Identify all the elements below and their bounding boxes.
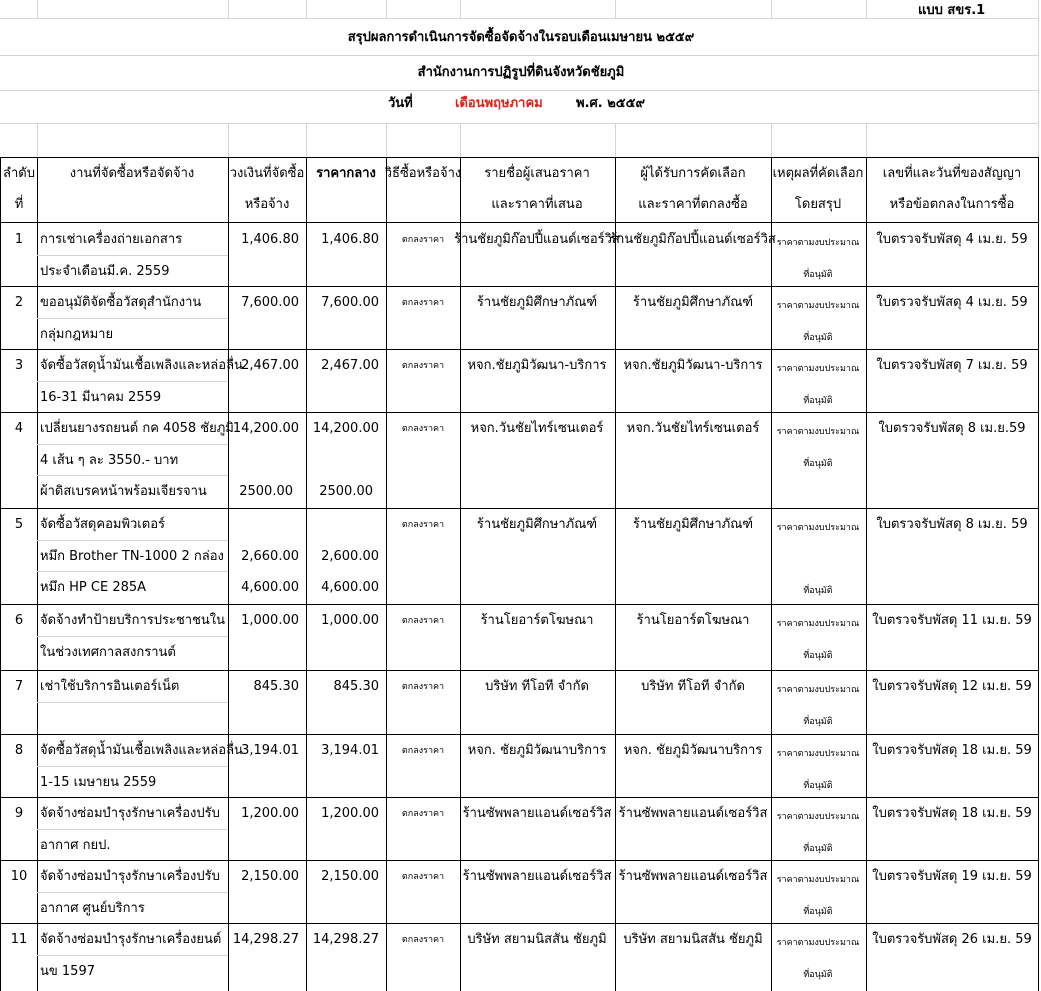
gridline-col-top-1 — [228, 0, 229, 18]
row-method: ตกลงราคา — [401, 424, 445, 434]
row-method: ตกลงราคา — [401, 235, 445, 245]
gridline-col-gap-0 — [37, 123, 38, 157]
row-item-line: จัดจ้างซ่อมบำรุงรักษาเครื่องปรับ — [40, 806, 220, 821]
row-bidder: หจก.วันชัยไทร์เซนเตอร์ — [470, 421, 604, 436]
row-budget: 2,660.00 — [241, 548, 299, 564]
row-budget-2: 2500.00 — [239, 484, 293, 499]
row-bidder: ร้านชัยภูมิศึกษาภัณฑ์ — [476, 517, 598, 532]
row-median: 3,194.01 — [321, 743, 379, 758]
header-budget-2: หรือจ้าง — [244, 197, 290, 212]
row-item-line: จัดจ้างซ่อมบำรุงรักษาเครื่องปรับ — [40, 869, 220, 884]
row-winner: บริษัท ทีโอที จำกัด — [641, 679, 745, 694]
row-no: 7 — [14, 679, 24, 694]
row-item-line: เช่าใช้บริการอินเตอร์เน็ต — [40, 679, 180, 694]
row-contract: ใบตรวจรับพัสดุ 8 เม.ย. 59 — [876, 517, 1028, 532]
row-method: ตกลงราคา — [401, 616, 445, 626]
row-item-line: หมึก HP CE 285A — [40, 580, 147, 595]
report-title: สรุปผลการดำเนินการจัดซื้อจัดจ้างในรอบเดือนเมษายน ๒๕๕๙ — [347, 30, 695, 45]
row-contract: ใบตรวจรับพัสดุ 4 เม.ย. 59 — [876, 295, 1028, 310]
row-item-line: นข 1597 — [40, 963, 95, 979]
row-item-line: เปลี่ยนยางรถยนต์ กค 4058 ชัยภูมิ — [40, 421, 234, 436]
row-item-line: อากาศ กยป. — [40, 837, 111, 853]
row-median-2: 2500.00 — [319, 484, 373, 499]
row-budget: 1,200.00 — [241, 806, 299, 821]
row-reason-2: ที่อนุมัติ — [803, 395, 833, 406]
header-reason: เหตุผลที่คัดเลือก — [772, 166, 864, 181]
row-bidder: ร้านซัพพลายแอนด์เซอร์วิส — [462, 869, 612, 884]
row-winner: หจก.ชัยภูมิวัฒนา-บริการ — [623, 358, 763, 373]
gridline-col-gap-6 — [771, 123, 772, 157]
gridline-col-gap-7 — [866, 123, 867, 157]
table-col-border-6 — [615, 157, 616, 991]
row-item-line: 16-31 มีนาคม 2559 — [40, 389, 162, 405]
row-reason: ราคาตามงบประมาณ — [776, 364, 860, 374]
date-year: พ.ศ. ๒๕๕๙ — [576, 96, 645, 111]
row-subline — [37, 702, 228, 703]
gridline-col-gap-2 — [306, 123, 307, 157]
row-winner: ร้านชัยภูมิก๊อปปี้แอนด์เซอร์วิส — [610, 232, 776, 247]
row-reason: ราคาตามงบประมาณ — [776, 685, 860, 695]
row-no: 4 — [14, 421, 24, 436]
header-no: ลำดับ — [3, 166, 35, 181]
row-winner: ร้านซัพพลายแอนด์เซอร์วิส — [618, 869, 768, 884]
row-subline — [37, 381, 228, 382]
row-winner: ร้านชัยภูมิศึกษาภัณฑ์ — [632, 295, 754, 310]
row-median: 845.30 — [333, 679, 379, 694]
row-winner: หจก.วันชัยไทร์เซนเตอร์ — [626, 421, 760, 436]
row-method: ตกลงราคา — [401, 872, 445, 882]
row-item-line: หมึก Brother TN-1000 2 กล่อง — [40, 548, 224, 564]
table-col-border-8 — [866, 157, 867, 991]
row-subline — [37, 255, 228, 256]
header-contract-2: หรือข้อตกลงในการซื้อ — [889, 197, 1015, 212]
header-contract: เลขที่และวันที่ของสัญญา — [882, 166, 1022, 181]
row-bidder: หจก.ชัยภูมิวัฒนา-บริการ — [467, 358, 607, 373]
row-winner: ร้านซัพพลายแอนด์เซอร์วิส — [618, 806, 768, 821]
row-bidder: บริษัท ทีโอที จำกัด — [485, 679, 589, 694]
row-item-line: จัดซื้อวัสดุคอมพิวเตอร์ — [40, 517, 165, 532]
row-method: ตกลงราคา — [401, 298, 445, 308]
row-no: 11 — [10, 932, 28, 947]
row-budget: 1,406.80 — [241, 232, 299, 247]
row-winner: ร้านชัยภูมิศึกษาภัณฑ์ — [632, 517, 754, 532]
gridline-col-top-6 — [771, 0, 772, 18]
row-winner: หจก. ชัยภูมิวัฒนาบริการ — [623, 743, 763, 758]
gridline-col-gap-4 — [460, 123, 461, 157]
row-item-line: ประจำเดือนมี.ค. 2559 — [40, 263, 170, 279]
table-col-border-2 — [228, 157, 229, 991]
row-border-5 — [0, 604, 1038, 605]
row-method: ตกลงราคา — [401, 809, 445, 819]
header-no-2: ที่ — [14, 197, 24, 212]
gridline-col-top-5 — [615, 0, 616, 18]
row-subline — [37, 636, 228, 637]
row-reason-2: ที่อนุมัติ — [803, 269, 833, 280]
row-median: 14,298.27 — [312, 932, 379, 947]
row-no: 6 — [14, 613, 24, 628]
row-reason-2: ที่อนุมัติ — [803, 458, 833, 469]
row-item-line: 1-15 เมษายน 2559 — [40, 774, 157, 790]
row-no: 5 — [14, 517, 24, 532]
row-contract: ใบตรวจรับพัสดุ 12 เม.ย. 59 — [872, 679, 1032, 694]
row-budget: 845.30 — [253, 679, 299, 694]
row-bidder: บริษัท สยามนิสสัน ชัยภูมิ — [467, 932, 607, 947]
row-subline — [37, 829, 228, 830]
row-no: 9 — [14, 806, 24, 821]
row-budget: 3,194.01 — [241, 743, 299, 758]
gridline-col-gap-1 — [228, 123, 229, 157]
row-budget: 2,467.00 — [241, 358, 299, 373]
row-reason: ราคาตามงบประมาณ — [776, 812, 860, 822]
row-item-line: จัดจ้างทำป้ายบริการประชาชนใน — [40, 613, 226, 628]
row-method: ตกลงราคา — [401, 935, 445, 945]
row-item-line: จัดจ้างซ่อมบำรุงรักษาเครื่องยนต์ — [40, 932, 222, 947]
row-border-2 — [0, 349, 1038, 350]
row-contract: ใบตรวจรับพัสดุ 11 เม.ย. 59 — [872, 613, 1032, 628]
row-subline — [37, 540, 228, 541]
table-header-bottom-border — [0, 222, 1038, 223]
row-reason-2: ที่อนุมัติ — [803, 650, 833, 661]
row-method: ตกลงราคา — [401, 520, 445, 530]
row-border-6 — [0, 670, 1038, 671]
date-label: วันที่ — [388, 96, 413, 111]
row-median: 1,406.80 — [321, 232, 379, 247]
row-budget: 7,600.00 — [241, 295, 299, 310]
row-no: 8 — [14, 743, 24, 758]
row-contract: ใบตรวจรับพัสดุ 19 เม.ย. 59 — [872, 869, 1032, 884]
row-border-7 — [0, 734, 1038, 735]
gridline-col-gap-3 — [386, 123, 387, 157]
table-col-border-0 — [0, 157, 1, 991]
table-col-border-9 — [1038, 157, 1039, 991]
row-median: 1,000.00 — [321, 613, 379, 628]
form-code: แบบ สขร.1 — [918, 3, 986, 18]
row-item-line: 4 เส้น ๆ ละ 3550.- บาท — [40, 452, 179, 468]
table-col-border-3 — [306, 157, 307, 991]
row-bidder: ร้านโยอาร์ตโฆษณา — [480, 613, 594, 628]
header-bidders-2: และราคาที่เสนอ — [491, 197, 583, 212]
row-winner: บริษัท สยามนิสสัน ชัยภูมิ — [623, 932, 763, 947]
table-col-border-1 — [37, 157, 38, 991]
gridline-top-0 — [0, 18, 1038, 19]
row-reason-2: ที่อนุมัติ — [803, 843, 833, 854]
row-contract: ใบตรวจรับพัสดุ 18 เม.ย. 59 — [872, 743, 1032, 758]
row-subline — [37, 766, 228, 767]
row-method: ตกลงราคา — [401, 746, 445, 756]
row-item-line: ในช่วงเทศกาลสงกรานต์ — [40, 644, 176, 660]
table-col-border-7 — [771, 157, 772, 991]
gridline-top-2 — [0, 90, 1038, 91]
date-month: เดือนพฤษภาคม — [455, 96, 543, 111]
row-reason: ราคาตามงบประมาณ — [776, 238, 860, 248]
header-bidders: รายชื่อผู้เสนอราคา — [484, 166, 590, 181]
gridline-right-top — [1038, 0, 1039, 157]
row-median: 2,467.00 — [321, 358, 379, 373]
row-item-line: กลุ่มกฎหมาย — [40, 326, 114, 342]
row-median: 7,600.00 — [321, 295, 379, 310]
gridline-col-top-0 — [37, 0, 38, 18]
row-reason: ราคาตามงบประมาณ — [776, 301, 860, 311]
row-reason-2: ที่อนุมัติ — [803, 906, 833, 917]
row-reason-2: ที่อนุมัติ — [803, 586, 833, 596]
table-col-border-5 — [460, 157, 461, 991]
row-item-line: จัดซื้อวัสดุน้ำมันเชื้อเพลิงและหล่อลื่น — [40, 358, 243, 373]
row-border-4 — [0, 508, 1038, 509]
row-median-2: 4,600.00 — [321, 580, 379, 595]
row-median: 2,600.00 — [321, 548, 379, 564]
row-winner: ร้านโยอาร์ตโฆษณา — [636, 613, 750, 628]
row-border-1 — [0, 286, 1038, 287]
gridline-col-gap-5 — [615, 123, 616, 157]
row-method: ตกลงราคา — [401, 682, 445, 692]
row-contract: ใบตรวจรับพัสดุ 7 เม.ย. 59 — [876, 358, 1028, 373]
row-reason: ราคาตามงบประมาณ — [776, 875, 860, 885]
row-reason-2: ที่อนุมัติ — [803, 332, 833, 343]
row-reason: ราคาตามงบประมาณ — [776, 749, 860, 759]
row-no: 2 — [14, 295, 24, 310]
row-median: 1,200.00 — [321, 806, 379, 821]
header-budget: วงเงินที่จัดซื้อ — [229, 166, 305, 181]
row-border-3 — [0, 412, 1038, 413]
row-budget-2: 4,600.00 — [241, 580, 299, 595]
gridline-top-1 — [0, 55, 1038, 56]
row-item-line: การเช่าเครื่องถ่ายเอกสาร — [40, 232, 183, 247]
row-bidder: ร้านชัยภูมิศึกษาภัณฑ์ — [476, 295, 598, 310]
row-contract: ใบตรวจรับพัสดุ 26 เม.ย. 59 — [872, 932, 1032, 947]
gridline-col-top-2 — [306, 0, 307, 18]
gridline-col-top-4 — [460, 0, 461, 18]
row-subline — [37, 444, 228, 445]
row-budget: 2,150.00 — [241, 869, 299, 884]
header-winner: ผู้ได้รับการคัดเลือก — [640, 166, 746, 181]
table-col-border-4 — [386, 157, 387, 991]
agency-name: สำนักงานการปฏิรูปที่ดินจังหวัดชัยภูมิ — [417, 65, 625, 80]
row-border-10 — [0, 923, 1038, 924]
header-item: งานที่จัดซื้อหรือจัดจ้าง — [69, 166, 195, 181]
row-reason-2: ที่อนุมัติ — [803, 969, 833, 980]
row-budget: 1,000.00 — [241, 613, 299, 628]
row-reason: ราคาตามงบประมาณ — [776, 523, 860, 533]
row-reason: ราคาตามงบประมาณ — [776, 427, 860, 437]
row-bidder: ร้านซัพพลายแอนด์เซอร์วิส — [462, 806, 612, 821]
gridline-col-top-7 — [866, 0, 867, 18]
row-item-line: จัดซื้อวัสดุน้ำมันเชื้อเพลิงและหล่อลื่น — [40, 743, 243, 758]
row-method: ตกลงราคา — [401, 361, 445, 371]
row-item-line: อากาศ ศูนย์บริการ — [40, 900, 145, 916]
gridline-top-3 — [0, 123, 1038, 124]
row-subline — [37, 892, 228, 893]
row-reason-2: ที่อนุมัติ — [803, 780, 833, 791]
row-subline — [37, 571, 228, 572]
row-budget: 14,298.27 — [232, 932, 299, 947]
row-median: 2,150.00 — [321, 869, 379, 884]
row-reason: ราคาตามงบประมาณ — [776, 938, 860, 948]
row-subline — [37, 955, 228, 956]
row-no: 1 — [14, 232, 24, 247]
row-reason: ราคาตามงบประมาณ — [776, 619, 860, 629]
row-border-8 — [0, 797, 1038, 798]
header-median: ราคากลาง — [316, 166, 376, 181]
row-subline — [37, 318, 228, 319]
table-top-border — [0, 157, 1038, 158]
row-contract: ใบตรวจรับพัสดุ 8 เม.ย.59 — [878, 421, 1026, 436]
row-bidder: ร้านชัยภูมิก๊อปปี้แอนด์เซอร์วิส — [454, 232, 620, 247]
row-contract: ใบตรวจรับพัสดุ 18 เม.ย. 59 — [872, 806, 1032, 821]
header-winner-2: และราคาที่ตกลงซื้อ — [638, 197, 748, 212]
row-no: 10 — [10, 869, 28, 884]
row-budget: 14,200.00 — [232, 421, 299, 436]
row-item-line: ขออนุมัติจัดซื้อวัสดุสำนักงาน — [40, 295, 202, 310]
row-contract: ใบตรวจรับพัสดุ 4 เม.ย. 59 — [876, 232, 1028, 247]
row-border-9 — [0, 860, 1038, 861]
row-median: 14,200.00 — [312, 421, 379, 436]
header-reason-2: โดยสรุป — [794, 197, 842, 212]
row-bidder: หจก. ชัยภูมิวัฒนาบริการ — [467, 743, 607, 758]
row-no: 3 — [14, 358, 24, 373]
row-item-line: ผ้าดิสเบรคหน้าพร้อมเจียรจาน — [40, 484, 207, 499]
row-reason-2: ที่อนุมัติ — [803, 716, 833, 727]
header-method: วิธีซื้อหรือจ้าง — [384, 166, 462, 181]
gridline-col-top-3 — [386, 0, 387, 18]
row-subline — [37, 475, 228, 476]
